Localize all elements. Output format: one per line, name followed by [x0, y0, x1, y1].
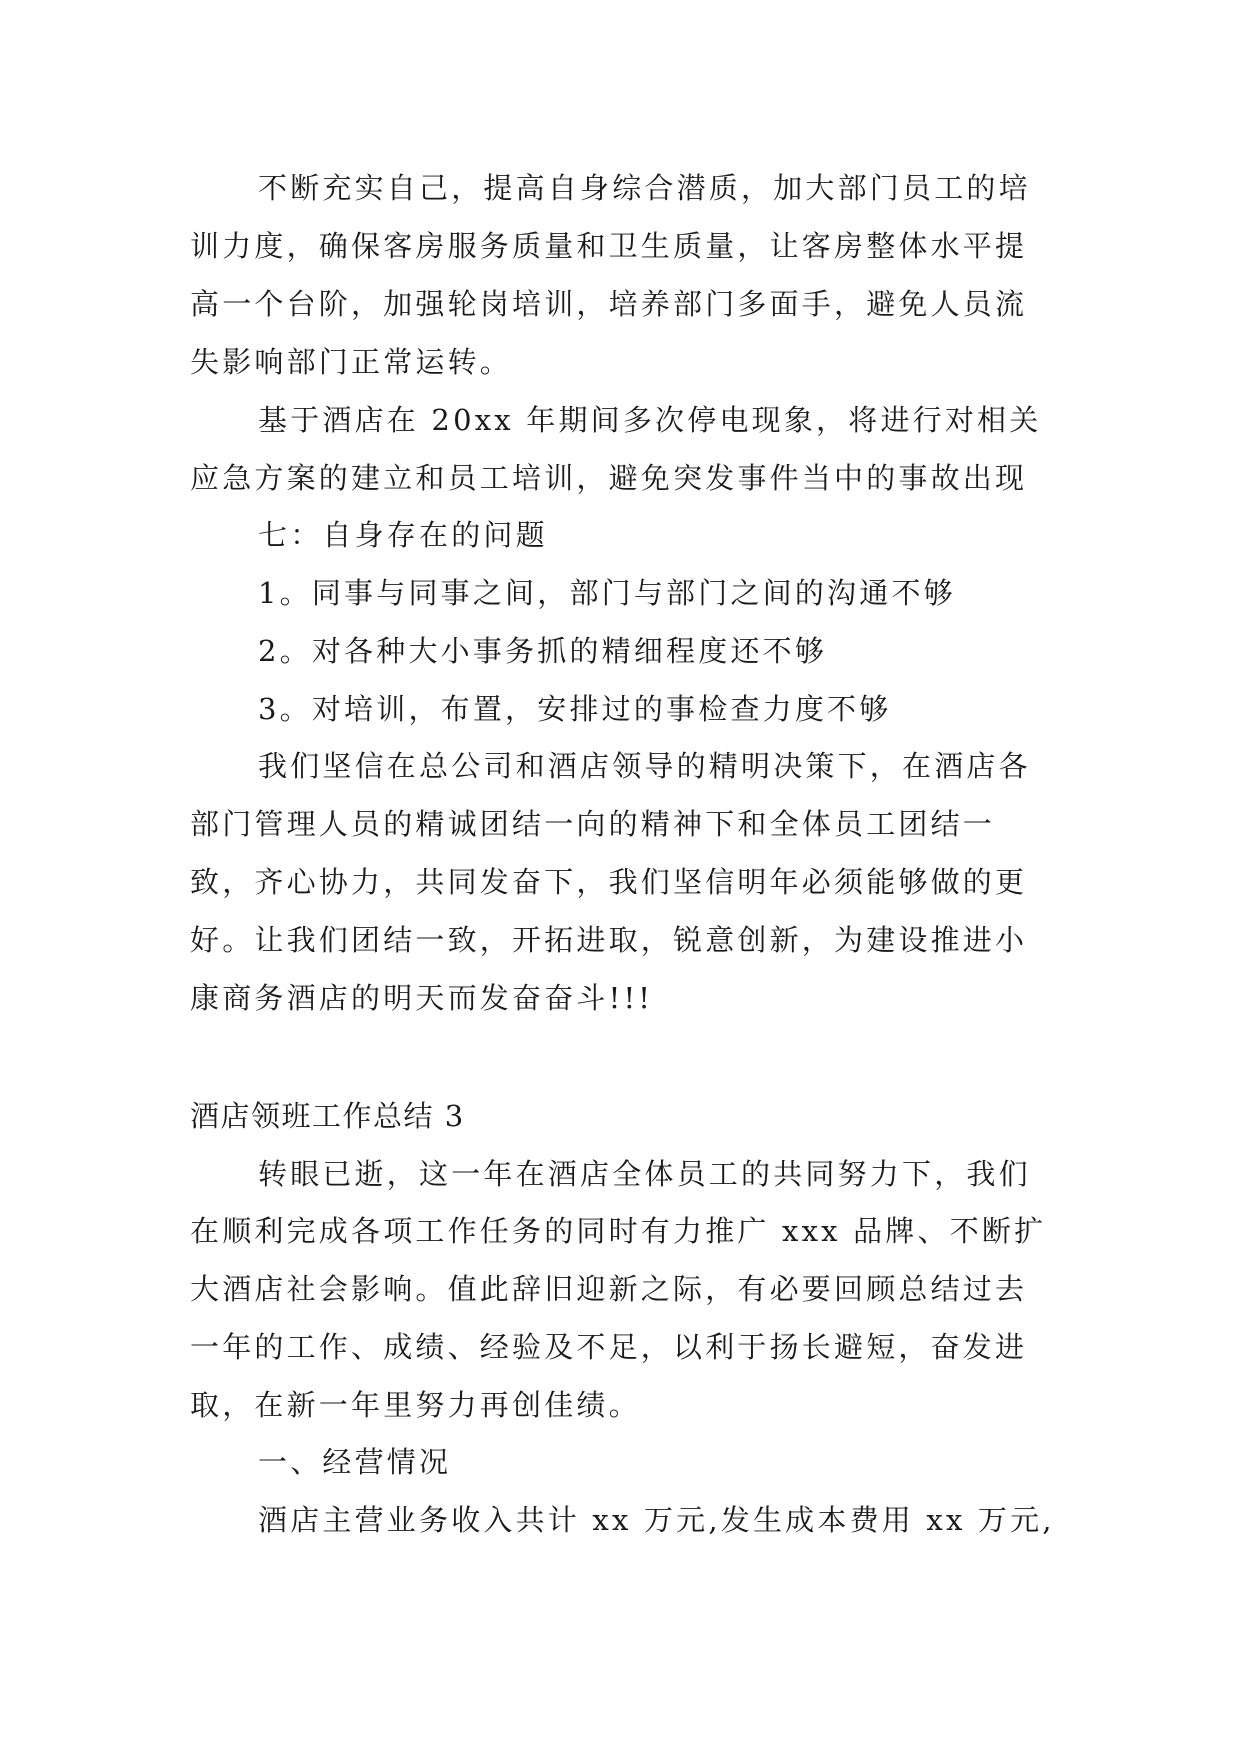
paragraph-3-line-2: 部门管理人员的精诚团结一向的精神下和全体员工团结一: [190, 807, 996, 841]
paragraph-4-line-5: 取，在新一年里努力再创佳绩。: [190, 1388, 641, 1422]
paragraph-3-line-4: 好。让我们团结一致，开拓进取，锐意创新，为建设推进小: [190, 923, 1028, 957]
paragraph-1-line-2: 训力度，确保客房服务质量和卫生质量，让客房整体水平提: [190, 229, 1028, 263]
paragraph-3-line-5: 康商务酒店的明天而发奋奋斗!!!: [190, 981, 654, 1015]
paragraph-1-line-4: 失影响部门正常运转。: [190, 345, 513, 379]
paragraph-4-line-3: 大酒店社会影响。值此辞旧迎新之际，有必要回顾总结过去: [190, 1272, 1028, 1306]
section-1-heading: 一、经营情况: [258, 1445, 452, 1479]
issue-item-3: 3。对培训，布置，安排过的事检查力度不够: [258, 692, 892, 726]
paragraph-4-line-4: 一年的工作、成绩、经验及不足，以利于扬长避短，奋发进: [190, 1330, 1028, 1364]
paragraph-2-line-2: 应急方案的建立和员工培训，避免突发事件当中的事故出现: [190, 461, 1028, 495]
section-7-heading: 七：自身存在的问题: [258, 518, 548, 552]
paragraph-3-line-1: 我们坚信在总公司和酒店领导的精明决策下，在酒店各: [258, 749, 1031, 783]
article-title: 酒店领班工作总结 3: [190, 1099, 465, 1133]
paragraph-1-line-1: 不断充实自己，提高自身综合潜质，加大部门员工的培: [258, 171, 1031, 205]
paragraph-1-line-3: 高一个台阶，加强轮岗培训，培养部门多面手，避免人员流: [190, 287, 1028, 321]
paragraph-5-line-1: 酒店主营业务收入共计 xx 万元,发生成本费用 xx 万元,: [258, 1503, 1055, 1537]
issue-item-2: 2。对各种大小事务抓的精细程度还不够: [258, 634, 828, 668]
paragraph-2-line-1: 基于酒店在 20xx 年期间多次停电现象，将进行对相关: [258, 403, 1042, 437]
paragraph-4-line-2: 在顺利完成各项工作任务的同时有力推广 xxx 品牌、不断扩: [190, 1214, 1047, 1248]
paragraph-3-line-3: 致，齐心协力，共同发奋下，我们坚信明年必须能够做的更: [190, 865, 1028, 899]
issue-item-1: 1。同事与同事之间，部门与部门之间的沟通不够: [258, 576, 956, 610]
paragraph-4-line-1: 转眼已逝，这一年在酒店全体员工的共同努力下，我们: [258, 1157, 1031, 1191]
